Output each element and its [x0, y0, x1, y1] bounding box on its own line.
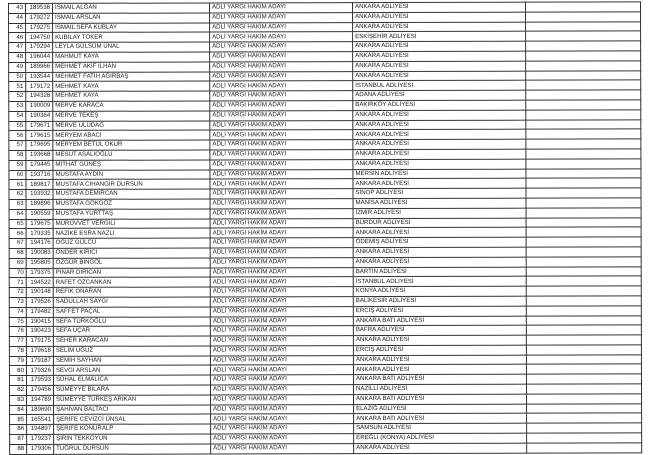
empty-cell — [526, 286, 641, 296]
full-name-cell: ŞİRİN TEKKOYUN — [54, 434, 211, 444]
title-cell: ADLİ YARGI HAKİM ADAYI — [210, 150, 353, 160]
full-name-cell: SEFA TÜRKOĞLU — [53, 316, 210, 326]
candidate-table-body — [9, 2, 642, 454]
empty-cell — [526, 198, 641, 208]
registry-number-cell: 179675 — [26, 219, 53, 229]
courthouse-cell: İSTANBUL ADLİYESİ — [353, 276, 526, 286]
full-name-cell: KUBİLAY TOKER — [53, 32, 210, 42]
title-cell: ADLİ YARGI HAKİM ADAYI — [210, 42, 353, 52]
courthouse-cell: ANKARA ADLİYESİ — [353, 178, 526, 188]
registry-number-cell: 189538 — [26, 3, 53, 13]
title-cell: ADLİ YARGI HAKİM ADAYI — [210, 306, 353, 316]
registry-number-cell: 193668 — [26, 150, 53, 160]
row-number-cell: 66 — [9, 229, 26, 239]
courthouse-cell: ANKARA ADLİYESİ — [353, 71, 526, 81]
title-cell: ADLİ YARGI HAKİM ADAYI — [211, 443, 354, 453]
registry-number-cell: 179306 — [27, 444, 54, 454]
empty-cell — [527, 404, 642, 414]
title-cell: ADLİ YARGI HAKİM ADAYI — [210, 3, 353, 13]
row-number-cell: 87 — [10, 435, 27, 445]
row-number-cell: 53 — [9, 101, 26, 111]
title-cell: ADLİ YARGI HAKİM ADAYI — [210, 91, 353, 101]
full-name-cell: SEHER KARACAN — [53, 336, 210, 346]
empty-cell — [525, 2, 640, 12]
row-number-cell: 79 — [9, 356, 26, 366]
registry-number-cell: 190009 — [26, 101, 53, 111]
empty-cell — [526, 217, 641, 227]
full-name-cell: ŞAHİVAN BALTACI — [54, 405, 211, 415]
row-number-cell: 61 — [9, 180, 26, 190]
empty-cell — [526, 168, 641, 178]
title-cell: ADLİ YARGI HAKİM ADAYI — [210, 355, 353, 365]
title-cell: ADLİ YARGI HAKİM ADAYI — [210, 189, 353, 199]
title-cell: ADLİ YARGI HAKİM ADAYI — [210, 199, 353, 209]
empty-cell — [526, 227, 641, 237]
empty-cell — [526, 384, 641, 394]
courthouse-cell: NAZİLLİ ADLİYESİ — [354, 384, 527, 394]
registry-number-cell: 179175 — [26, 336, 53, 346]
registry-number-cell: 179172 — [26, 82, 53, 92]
full-name-cell: MAHMUT KAYA — [53, 52, 210, 62]
empty-cell — [526, 110, 641, 120]
row-number-cell: 55 — [9, 121, 26, 131]
courthouse-cell: ANKARA ADLİYESİ — [353, 257, 526, 267]
title-cell: ADLİ YARGI HAKİM ADAYI — [210, 365, 353, 375]
title-cell: ADLİ YARGI HAKİM ADAYI — [211, 414, 354, 424]
full-name-cell: İSMAİL ARSLAN — [53, 13, 210, 23]
empty-cell — [526, 51, 641, 61]
registry-number-cell: 190364 — [26, 111, 53, 121]
title-cell: ADLİ YARGI HAKİM ADAYI — [210, 248, 353, 258]
empty-cell — [526, 306, 641, 316]
full-name-cell: MUSTAFA CİHANGİR DURSUN — [53, 179, 210, 189]
title-cell: ADLİ YARGI HAKİM ADAYI — [210, 101, 353, 111]
row-number-cell: 80 — [9, 366, 26, 376]
row-number-cell: 46 — [9, 33, 26, 43]
row-number-cell: 69 — [9, 258, 26, 268]
row-number-cell: 75 — [9, 317, 26, 327]
empty-cell — [526, 70, 641, 80]
empty-cell — [526, 355, 641, 365]
full-name-cell: MUSTAFA GÖKGÖZ — [53, 199, 210, 209]
full-name-cell: SEFA UÇAR — [53, 326, 210, 336]
full-name-cell: TUĞRUL DURSUN — [54, 444, 211, 454]
full-name-cell: RAFET ÖZCANKAN — [53, 277, 210, 287]
row-number-cell: 57 — [9, 141, 26, 151]
full-name-cell: MUSTAFA AYDIN — [53, 170, 210, 180]
courthouse-cell: ANKARA ADLİYESİ — [353, 61, 526, 71]
courthouse-cell: ELAZIĞ ADLİYESİ — [354, 404, 527, 414]
full-name-cell: MERVE ULUDAĞ — [53, 121, 210, 131]
full-name-cell: SEMİH SAYHAN — [53, 356, 210, 366]
row-number-cell: 83 — [10, 395, 27, 405]
title-cell: ADLİ YARGI HAKİM ADAYI — [211, 424, 354, 434]
courthouse-cell: BURDUR ADLİYESİ — [353, 218, 526, 228]
courthouse-cell: ANKARA ADLİYESİ — [353, 365, 526, 375]
registry-number-cell: 190083 — [26, 248, 53, 258]
empty-cell — [526, 364, 641, 374]
row-number-cell: 59 — [9, 160, 26, 170]
registry-number-cell: 179294 — [26, 43, 53, 53]
full-name-cell: LEYLA GÜLSÜM ÜNAL — [53, 42, 210, 52]
row-number-cell: 67 — [9, 239, 26, 249]
empty-cell — [526, 247, 641, 257]
title-cell: ADLİ YARGI HAKİM ADAYI — [210, 110, 353, 120]
courthouse-cell: KONYA ADLİYESİ — [353, 286, 526, 296]
courthouse-cell: SİNOP ADLİYESİ — [353, 188, 526, 198]
courthouse-cell: BARTIN ADLİYESİ — [353, 267, 526, 277]
courthouse-cell: ESKİŞEHİR ADLİYESİ — [353, 32, 526, 42]
registry-number-cell: 195805 — [26, 258, 53, 268]
title-cell: ADLİ YARGI HAKİM ADAYI — [210, 267, 353, 277]
courthouse-cell: ANKARA ADLİYESİ — [353, 130, 526, 140]
row-number-cell: 74 — [9, 307, 26, 317]
row-number-cell: 50 — [9, 72, 26, 82]
full-name-cell: REFİK ONARAN — [53, 287, 210, 297]
title-cell: ADLİ YARGI HAKİM ADAYI — [210, 218, 353, 228]
row-number-cell: 70 — [9, 268, 26, 278]
full-name-cell: MUSTAFA DEMİRCAN — [53, 189, 210, 199]
full-name-cell: SAFFET PAÇAL — [53, 307, 210, 317]
title-cell: ADLİ YARGI HAKİM ADAYI — [210, 208, 353, 218]
registry-number-cell: 193932 — [26, 190, 53, 200]
registry-number-cell: 194789 — [27, 395, 54, 405]
empty-cell — [526, 159, 641, 169]
full-name-cell: SELİM UĞUZ — [53, 346, 210, 356]
title-cell: ADLİ YARGI HAKİM ADAYI — [210, 61, 353, 71]
empty-cell — [527, 394, 642, 404]
empty-cell — [526, 315, 641, 325]
courthouse-cell: SAMSUN ADLİYESİ — [354, 423, 527, 433]
courthouse-cell: ADANA ADLİYESİ — [353, 90, 526, 100]
full-name-cell: SEVGİ ARSLAN — [53, 365, 210, 375]
title-cell: ADLİ YARGI HAKİM ADAYI — [211, 394, 354, 404]
courthouse-cell: ANKARA ADLİYESİ — [353, 41, 526, 51]
row-number-cell: 54 — [9, 111, 26, 121]
registry-number-cell: 194176 — [26, 239, 53, 249]
row-number-cell: 51 — [9, 82, 26, 92]
row-number-cell: 49 — [9, 62, 26, 72]
title-cell: ADLİ YARGI HAKİM ADAYI — [210, 120, 353, 130]
empty-cell — [527, 413, 642, 423]
courthouse-cell: ANKARA ADLİYESİ — [353, 139, 526, 149]
full-name-cell: MİTHAT GÜNEŞ — [53, 160, 210, 170]
row-number-cell: 84 — [10, 405, 27, 415]
title-cell: ADLİ YARGI HAKİM ADAYI — [210, 228, 353, 238]
title-cell: ADLİ YARGI HAKİM ADAYI — [210, 316, 353, 326]
courthouse-cell: ANKARA BATI ADLİYESİ — [354, 394, 527, 404]
courthouse-cell: ANKARA BATI ADLİYESİ — [354, 414, 527, 424]
empty-cell — [526, 208, 641, 218]
registry-number-cell: 196044 — [26, 52, 53, 62]
empty-cell — [526, 149, 641, 159]
registry-number-cell: 179456 — [27, 385, 54, 395]
title-cell: ADLİ YARGI HAKİM ADAYI — [210, 169, 353, 179]
registry-number-cell: 189817 — [26, 180, 53, 190]
registry-number-cell: 193544 — [26, 72, 53, 82]
full-name-cell: İSMAİL ALĞAN — [53, 3, 210, 13]
empty-cell — [526, 266, 641, 276]
empty-cell — [526, 129, 641, 139]
empty-cell — [526, 237, 641, 247]
registry-number-cell: 179618 — [26, 346, 53, 356]
full-name-cell: MEHMET KAYA — [53, 91, 210, 101]
registry-number-cell: 189690 — [27, 405, 54, 415]
row-number-cell: 82 — [10, 386, 27, 396]
empty-cell — [526, 178, 641, 188]
empty-cell — [526, 61, 641, 71]
registry-number-cell: 194750 — [26, 33, 53, 43]
registry-number-cell: 190148 — [26, 287, 53, 297]
empty-cell — [526, 139, 641, 149]
title-cell: ADLİ YARGI HAKİM ADAYI — [210, 130, 353, 140]
row-number-cell: 44 — [9, 13, 26, 23]
registry-number-cell: 179326 — [26, 366, 53, 376]
full-name-cell: ŞERİFE CEVİZCİ ÜNSAL — [54, 414, 211, 424]
courthouse-cell: ANKARA ADLİYESİ — [353, 335, 526, 345]
title-cell: ADLİ YARGI HAKİM ADAYI — [210, 12, 353, 22]
courthouse-cell: MANİSA ADLİYESİ — [353, 198, 526, 208]
empty-cell — [526, 80, 641, 90]
row-number-cell: 65 — [9, 219, 26, 229]
full-name-cell: MEHMET KAYA — [53, 81, 210, 91]
registry-number-cell: 179272 — [26, 13, 53, 23]
courthouse-cell: ANKARA ADLİYESİ — [353, 22, 526, 32]
document-page — [8, 1, 641, 454]
empty-cell — [526, 257, 641, 267]
empty-cell — [526, 276, 641, 286]
empty-cell — [526, 21, 641, 31]
courthouse-cell: ANKARA ADLİYESİ — [353, 12, 526, 22]
registry-number-cell: 189896 — [26, 199, 53, 209]
empty-cell — [526, 345, 641, 355]
courthouse-cell: EREĞLİ (KONYA) ADLİYESİ — [354, 433, 527, 443]
empty-cell — [526, 188, 641, 198]
title-cell: ADLİ YARGI HAKİM ADAYI — [210, 238, 353, 248]
courthouse-cell: BAKIRKÖY ADLİYESİ — [353, 100, 526, 110]
courthouse-cell: İZMİR ADLİYESİ — [353, 208, 526, 218]
row-number-cell: 76 — [9, 327, 26, 337]
row-number-cell: 81 — [9, 376, 26, 386]
title-cell: ADLİ YARGI HAKİM ADAYI — [210, 257, 353, 267]
courthouse-cell: ANKARA ADLİYESİ — [353, 227, 526, 237]
full-name-cell: SÜHAL ELMALICA — [53, 375, 210, 385]
full-name-cell: İSMAİL SEFA KUBLAY — [53, 23, 210, 33]
title-cell: ADLİ YARGI HAKİM ADAYI — [211, 434, 354, 444]
row-number-cell: 48 — [9, 52, 26, 62]
row-number-cell: 45 — [9, 23, 26, 33]
empty-cell — [526, 12, 641, 22]
full-name-cell: MERYEM ABACI — [53, 130, 210, 140]
registry-number-cell: 165541 — [27, 415, 54, 425]
full-name-cell: MUSTAFA YURTTAŞ — [53, 209, 210, 219]
registry-number-cell: 179445 — [26, 160, 53, 170]
registry-number-cell: 190423 — [26, 327, 53, 337]
row-number-cell: 62 — [9, 190, 26, 200]
registry-number-cell: 190415 — [26, 317, 53, 327]
registry-number-cell: 179695 — [26, 141, 53, 151]
title-cell: ADLİ YARGI HAKİM ADAYI — [210, 287, 353, 297]
registry-number-cell: 179335 — [26, 229, 53, 239]
courthouse-cell: ANKARA ADLİYESİ — [353, 149, 526, 159]
courthouse-cell: ANKARA ADLİYESİ — [353, 51, 526, 61]
courthouse-cell: ANKARA ADLİYESİ — [353, 355, 526, 365]
full-name-cell: SADULLAH SAYGI — [53, 297, 210, 307]
registry-number-cell: 179526 — [26, 297, 53, 307]
row-number-cell: 52 — [9, 92, 26, 102]
registry-number-cell: 179593 — [26, 376, 53, 386]
courthouse-cell: ANKARA ADLİYESİ — [354, 443, 527, 453]
courthouse-cell: MERSİN ADLİYESİ — [353, 169, 526, 179]
full-name-cell: MEHMET AKİF İLHAN — [53, 62, 210, 72]
row-number-cell: 63 — [9, 199, 26, 209]
courthouse-cell: ANKARA ADLİYESİ — [353, 2, 526, 12]
registry-number-cell: 194897 — [27, 425, 54, 435]
courthouse-cell: ANKARA BATI ADLİYESİ — [353, 316, 526, 326]
title-cell: ADLİ YARGI HAKİM ADAYI — [210, 179, 353, 189]
row-number-cell: 60 — [9, 170, 26, 180]
row-number-cell: 73 — [9, 297, 26, 307]
row-number-cell: 86 — [10, 425, 27, 435]
empty-cell — [526, 374, 641, 384]
registry-number-cell: 179275 — [26, 23, 53, 33]
registry-number-cell: 179671 — [26, 121, 53, 131]
title-cell: ADLİ YARGI HAKİM ADAYI — [210, 336, 353, 346]
registry-number-cell: 179615 — [26, 131, 53, 141]
title-cell: ADLİ YARGI HAKİM ADAYI — [210, 297, 353, 307]
row-number-cell: 68 — [9, 248, 26, 258]
full-name-cell: SÜMEYYE TÜRKEŞ ARIKAN — [54, 395, 211, 405]
courthouse-cell: İSTANBUL ADLİYESİ — [353, 81, 526, 91]
empty-cell — [526, 100, 641, 110]
empty-cell — [526, 90, 641, 100]
empty-cell — [526, 335, 641, 345]
courthouse-cell: ÖDEMİŞ ADLİYESİ — [353, 237, 526, 247]
full-name-cell: MERVE KARACA — [53, 101, 210, 111]
title-cell: ADLİ YARGI HAKİM ADAYI — [210, 22, 353, 32]
registry-number-cell: 179482 — [26, 307, 53, 317]
row-number-cell: 88 — [10, 444, 27, 454]
row-number-cell: 47 — [9, 43, 26, 53]
registry-number-cell: 179237 — [27, 434, 54, 444]
title-cell: ADLİ YARGI HAKİM ADAYI — [211, 404, 354, 414]
full-name-cell: MESUT ASALIOĞLU — [53, 150, 210, 160]
courthouse-cell: ERCİŞ ADLİYESİ — [353, 306, 526, 316]
registry-number-cell: 190559 — [26, 209, 53, 219]
row-number-cell: 78 — [9, 346, 26, 356]
full-name-cell: MEHMET FATİH AĞIRBAŞ — [53, 72, 210, 82]
row-number-cell: 56 — [9, 131, 26, 141]
row-number-cell: 64 — [9, 209, 26, 219]
table-row — [10, 443, 642, 454]
row-number-cell: 43 — [9, 3, 26, 13]
empty-cell — [527, 443, 642, 453]
full-name-cell: NAZİKE ESRA NAZLI — [53, 228, 210, 238]
row-number-cell: 58 — [9, 150, 26, 160]
registry-number-cell: 189966 — [26, 62, 53, 72]
row-number-cell: 72 — [9, 288, 26, 298]
full-name-cell: SÜMEYYE BİLARA — [54, 385, 211, 395]
full-name-cell: ÖZGÜR BİNGÖL — [53, 258, 210, 268]
courthouse-cell: ERCİŞ ADLİYESİ — [353, 345, 526, 355]
full-name-cell: ÖNDER KIRICI — [53, 248, 210, 258]
title-cell: ADLİ YARGI HAKİM ADAYI — [211, 385, 354, 395]
registry-number-cell: 179187 — [26, 356, 53, 366]
courthouse-cell: ANKARA ADLİYESİ — [353, 159, 526, 169]
registry-number-cell: 194522 — [26, 278, 53, 288]
courthouse-cell: ANKARA BATI ADLİYESİ — [353, 374, 526, 384]
courthouse-cell: BAFRA ADLİYESİ — [353, 325, 526, 335]
full-name-cell: MÜRÜVVET VERGİLİ — [53, 219, 210, 229]
title-cell: ADLİ YARGI HAKİM ADAYI — [210, 159, 353, 169]
title-cell: ADLİ YARGI HAKİM ADAYI — [210, 140, 353, 150]
registry-number-cell: 179375 — [26, 268, 53, 278]
courthouse-cell: ANKARA ADLİYESİ — [353, 110, 526, 120]
empty-cell — [527, 433, 642, 443]
row-number-cell: 77 — [9, 337, 26, 347]
title-cell: ADLİ YARGI HAKİM ADAYI — [210, 32, 353, 42]
full-name-cell: MERYEM BETÜL OKUR — [53, 140, 210, 150]
title-cell: ADLİ YARGI HAKİM ADAYI — [210, 81, 353, 91]
row-number-cell: 85 — [10, 415, 27, 425]
candidate-table — [8, 1, 642, 454]
empty-cell — [526, 41, 641, 51]
empty-cell — [526, 119, 641, 129]
title-cell: ADLİ YARGI HAKİM ADAYI — [210, 345, 353, 355]
title-cell: ADLİ YARGI HAKİM ADAYI — [210, 326, 353, 336]
title-cell: ADLİ YARGI HAKİM ADAYI — [210, 71, 353, 81]
courthouse-cell: ANKARA ADLİYESİ — [353, 247, 526, 257]
courthouse-cell: ANKARA ADLİYESİ — [353, 120, 526, 130]
empty-cell — [527, 423, 642, 433]
full-name-cell: ŞERİFE KONURALP — [54, 424, 211, 434]
full-name-cell: PINAR DİRİCAN — [53, 267, 210, 277]
courthouse-cell: BALIKESİR ADLİYESİ — [353, 296, 526, 306]
title-cell: ADLİ YARGI HAKİM ADAYI — [210, 277, 353, 287]
registry-number-cell: 193716 — [26, 170, 53, 180]
row-number-cell: 71 — [9, 278, 26, 288]
registry-number-cell: 194328 — [26, 92, 53, 102]
empty-cell — [526, 296, 641, 306]
empty-cell — [526, 325, 641, 335]
title-cell: ADLİ YARGI HAKİM ADAYI — [210, 52, 353, 62]
empty-cell — [526, 31, 641, 41]
title-cell: ADLİ YARGI HAKİM ADAYI — [210, 375, 353, 385]
full-name-cell: MERVE TEKEŞ — [53, 111, 210, 121]
full-name-cell: OĞUZ GÜLCÜ — [53, 238, 210, 248]
